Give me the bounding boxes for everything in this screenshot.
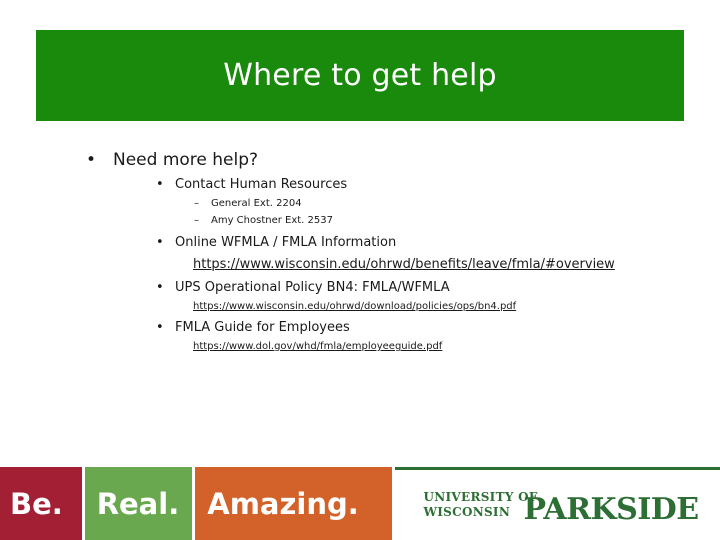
logo-line2: WISCONSIN [423, 505, 511, 519]
bullet-marker: • [156, 320, 164, 335]
footer-real [85, 467, 193, 540]
footer-banner [0, 467, 720, 540]
bullet-ups-policy: UPS Operational Policy BN4: FMLA/WFMLA [175, 280, 450, 295]
bullet-marker: • [156, 177, 164, 192]
item-amy-ext: Amy Chostner Ext. 2537 [211, 215, 333, 226]
logo-parkside: PARKSIDE [523, 492, 699, 527]
footer-be-text: Be. [10, 486, 63, 521]
dash-marker: – [194, 198, 199, 209]
logo-university-of [423, 490, 537, 520]
bullet-contact-hr: Contact Human Resources [175, 177, 348, 192]
fmla-guide-link[interactable]: https://www.dol.gov/whd/fmla/employeeguide.pdf [193, 341, 443, 352]
ups-policy-link[interactable]: https://www.wisconsin.edu/ohrwd/download/policies/ops/bn4.pdf [193, 301, 517, 312]
footer-real-text: Real. [96, 486, 180, 521]
logo-line1: UNIVERSITY OF [423, 490, 538, 504]
footer-be [0, 467, 82, 540]
bullet-need-help: Need more help? [113, 150, 259, 170]
online-fmla-link[interactable]: https://www.wisconsin.edu/ohrwd/benefits/leave/fmla/#overview [193, 257, 615, 272]
dash-marker: – [194, 215, 199, 226]
bullet-online-fmla: Online WFMLA / FMLA Information [175, 235, 397, 250]
footer-amazing [195, 467, 392, 540]
footer-amazing-text: Amazing. [207, 486, 359, 521]
bullet-marker: • [156, 280, 164, 295]
bullet-marker: • [86, 150, 97, 170]
item-general-ext: General Ext. 2204 [211, 198, 302, 209]
bullet-fmla-guide: FMLA Guide for Employees [175, 320, 350, 335]
bullet-marker: • [156, 235, 164, 250]
university-logo [395, 467, 720, 540]
slide-title: Where to get help [223, 58, 497, 93]
